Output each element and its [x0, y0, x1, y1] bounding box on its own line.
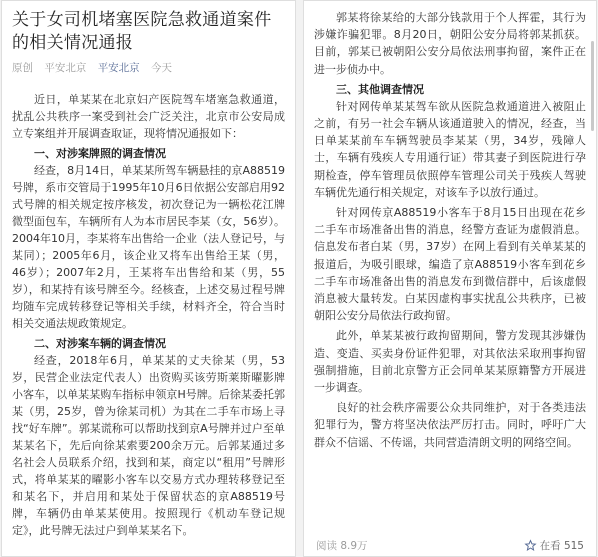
scrollbar[interactable] — [591, 41, 594, 131]
paragraph-2: 针对网传单某某驾车欲从医院急救通道进入被阻止之前，有另一社会车辆从该通道驶入的情况，经查，当日单某某前车车辆驾驶员李某某（男，34岁，残障人士，车辆有残疾人专用通行证）带其妻子到医院进行孕期检查，停车管理员依照停车管理公司关于残疾人驾驶车辆优先通行相关规定，对该车予以放行通过。 — [314, 99, 586, 199]
section3-heading: 三、其他调查情况 — [336, 82, 424, 96]
publish-date: 今天 — [151, 62, 173, 74]
section1-heading: 一、对涉案牌照的调查情况 — [34, 147, 166, 160]
article-title: 关于女司机堵塞医院急救通道案件的相关情况通报 — [12, 10, 272, 53]
original-label: 原创 — [12, 62, 33, 74]
paragraph-5: 良好的社会秩序需要公众共同维护，对于各类违法犯罪行为，警方将坚决依法严厉打击。同时，呼吁广大群众不信谣、不传谣，共同营造清朗文明的网络空间。 — [314, 401, 586, 449]
article-right-content — [304, 1, 596, 451]
section2-paragraph: 经查，2018年6月，单某某的丈夫徐某（男，53岁，民营企业法定代表人）出资购买该劳斯莱斯曜影牌小客车，以单某某购车指标申领京H号牌。后徐某委托郭某（男，25岁，曾为徐某司机）为其在二手车市场上寻找“好车牌”。郭某谎称可以帮助找到京A号牌并过户至单某某名下，先后向徐某索要200余万元。后郭某通过多名社会人员联系介绍，找到和某，商定以“租用”号牌形式，将单某某的曜影小客车以交易方式办理转移登记至和某名下，并启用和某处于保留状态的京A88519号牌，车辆仍由单某某使用。按照现行《机动车登记规定》，此号牌无法过户到单某某名下。 — [12, 354, 285, 537]
paragraph-1: 郭某将徐某给的大部分钱款用于个人挥霍，其行为涉嫌诈骗犯罪。8月20日，朝阳公安分局将郭某抓获。目前，郭某已被朝阳公安分局依法刑事拘留，案件正在进一步侦办中。 — [314, 11, 586, 76]
intro-paragraph: 近日，单某某在北京妇产医院驾车堵塞急救通道，扰乱公共秩序一案受到社会广泛关注，北京市公安局成立专案组并开展调查取证，现将情况通报如下： — [12, 93, 285, 140]
section2-heading: 二、对涉案车辆的调查情况 — [34, 337, 166, 350]
watching-button[interactable] — [524, 538, 584, 553]
article-left-content — [2, 1, 295, 539]
article-footer — [304, 534, 596, 556]
account-link[interactable]: 平安北京 — [97, 62, 140, 74]
article-left-panel — [1, 0, 296, 557]
article-body — [12, 91, 285, 539]
watching-count: 在看 515 — [539, 539, 584, 552]
read-count: 阅读 8.9万 — [316, 539, 368, 552]
paragraph-4: 此外，单某某被行政拘留期间，警方发现其涉嫌伪造、变造、买卖身份证件犯罪，对其依法采取刑事拘留强制措施，目前北京警方正会同单某某原籍警方开展进一步调查。 — [314, 329, 586, 395]
article-right-panel — [303, 0, 597, 557]
article-meta — [12, 61, 285, 75]
watching-icon — [524, 539, 537, 552]
source-label: 平安北京 — [44, 62, 87, 74]
section1-paragraph: 经查，8月14日，单某某所驾车辆悬挂的京A88519号牌，系市交管局于1995年10月6日依据公安部启用92式号牌的相关规定按序核发，初次登记为一辆松花江牌微型面包车，车辆所有人为本市居民李某（女，56岁）。2004年10月，李某将车出售给一企业（法人登记号，与某同）；2005年6月，该企业又将车出售给王某（男，46岁）；2007年2月，王某将车出售给和某（男，55岁），和某持有该号牌至今。经核查，上述交易过程号牌均随车完成转移登记等相关手续，材料齐全，符合当时相关交通法规政策规定。 — [12, 164, 285, 330]
paragraph-3: 针对网传京A88519小客车于8月15日出现在花乡二手车市场准备出售的消息，经警方查证为虚假消息。信息发布者白某（男，37岁）在网上看到有关单某某的报道后，为吸引眼球，编造了京A88519小客车到花乡二手车市场准备出售的消息发布到微信群中，后该虚假消息被大量转发。白某因虚构事实扰乱公共秩序，已被朝阳公安分局依法行政拘留。 — [314, 206, 586, 323]
